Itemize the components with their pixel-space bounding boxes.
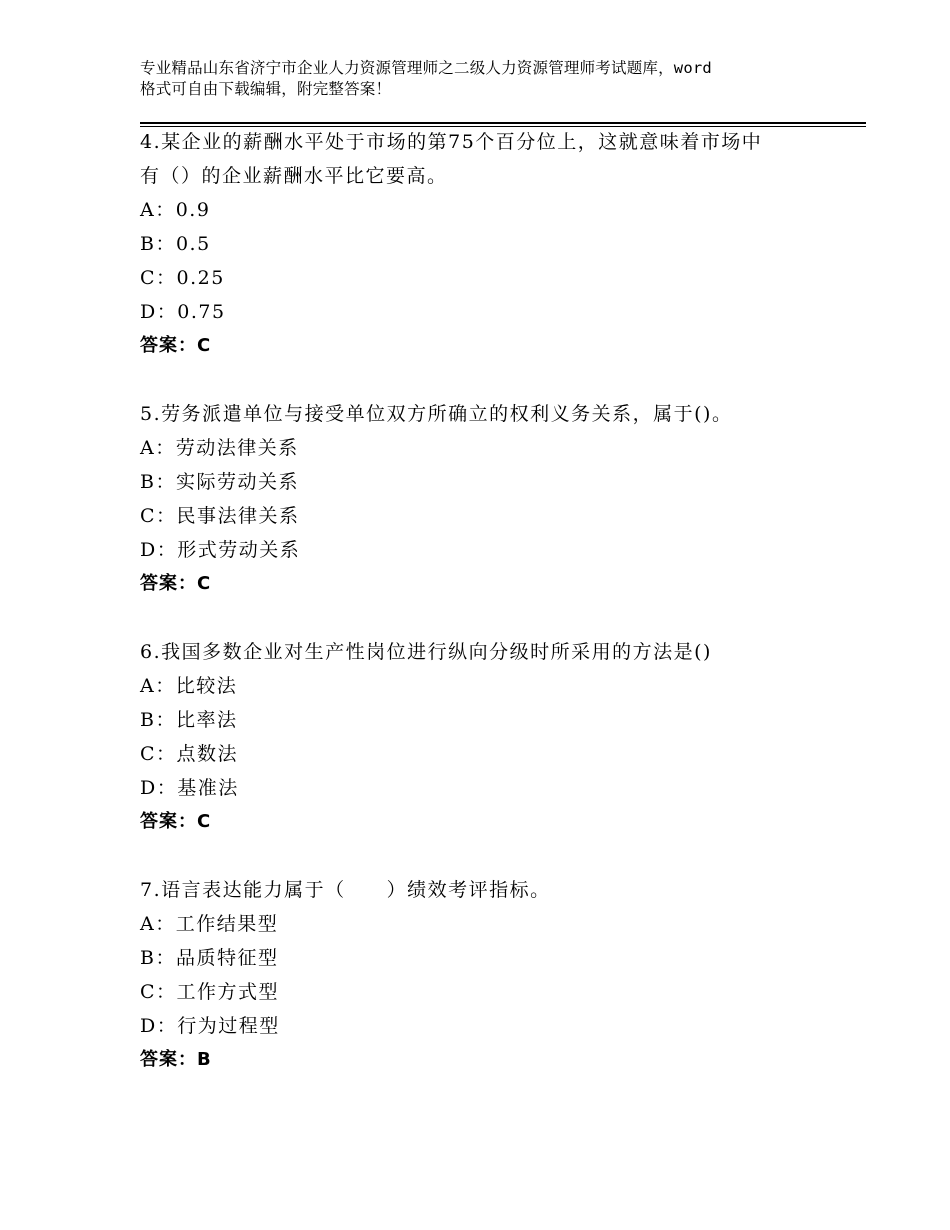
option-b: B：品质特征型 — [140, 947, 279, 969]
question-5 — [140, 397, 830, 601]
option-d: D：0.75 — [140, 301, 226, 323]
option-d: D：基准法 — [140, 777, 239, 799]
question-7 — [140, 873, 830, 1077]
header-divider-thick — [140, 122, 866, 124]
answer: 答案：B — [140, 1049, 212, 1070]
header-line-1: 专业精品山东省济宁市企业人力资源管理师之二级人力资源管理师考试题库，word — [140, 59, 712, 77]
answer: 答案：C — [140, 573, 212, 594]
answer: 答案：C — [140, 811, 212, 832]
option-d: D：行为过程型 — [140, 1015, 280, 1037]
option-b: B：实际劳动关系 — [140, 471, 299, 493]
option-c: C：工作方式型 — [140, 981, 280, 1003]
header-line-2: 格式可自由下载编辑，附完整答案！ — [140, 80, 392, 98]
question-text: 7.语言表达能力属于（ ）绩效考评指标。 — [140, 879, 551, 901]
question-text: 5.劳务派遣单位与接受单位双方所确立的权利义务关系，属于()。 — [140, 403, 733, 425]
option-b: B：0.5 — [140, 233, 211, 255]
answer: 答案：C — [140, 335, 212, 356]
option-b: B：比率法 — [140, 709, 238, 731]
question-list — [140, 125, 830, 1111]
document-header — [140, 58, 830, 100]
option-c: C：民事法律关系 — [140, 505, 300, 527]
option-a: A：工作结果型 — [140, 913, 279, 935]
option-a: A：0.9 — [140, 199, 211, 221]
option-c: C：0.25 — [140, 267, 225, 289]
question-text: 有（）的企业薪酬水平比它要高。 — [140, 165, 448, 187]
option-c: C：点数法 — [140, 743, 239, 765]
option-a: A：比较法 — [140, 675, 238, 697]
option-d: D：形式劳动关系 — [140, 539, 301, 561]
question-text: 4.某企业的薪酬水平处于市场的第75个百分位上，这就意味着市场中 — [140, 131, 763, 153]
question-4 — [140, 125, 830, 363]
option-a: A：劳动法律关系 — [140, 437, 299, 459]
question-text: 6.我国多数企业对生产性岗位进行纵向分级时所采用的方法是() — [140, 641, 712, 663]
question-6 — [140, 635, 830, 839]
